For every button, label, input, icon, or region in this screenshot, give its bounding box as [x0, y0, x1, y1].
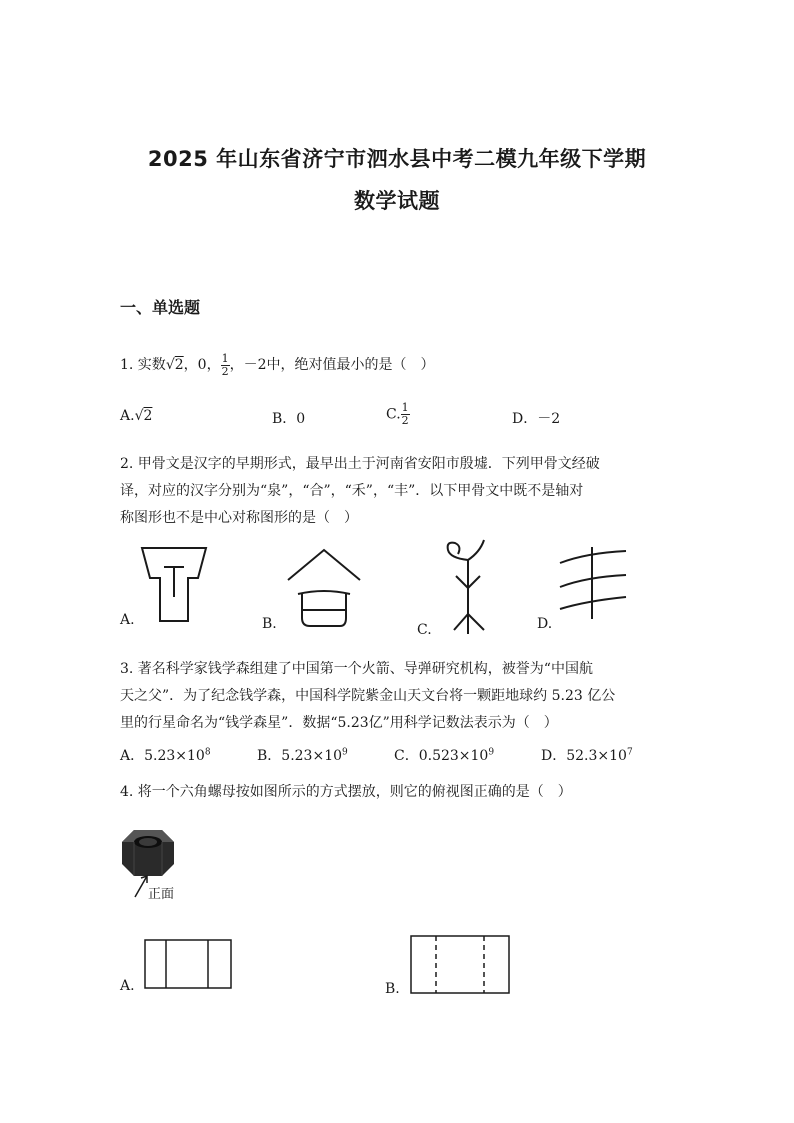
q2-option-b-label[interactable]: B.: [262, 616, 277, 632]
oracle-bone-feng-figure: [556, 545, 630, 621]
q1-fraction: $\frac{1}{2}$: [221, 351, 229, 378]
q3-option-b[interactable]: B．$5.23\times 10^9$: [257, 747, 348, 764]
question-4: 4. 将一个六角螺母按如图所示的方式摆放，则它的俯视图正确的是（ ）: [120, 784, 572, 800]
section-heading: 一、单选题: [120, 298, 201, 317]
q1-sep: ，0，: [183, 357, 221, 373]
q1-prefix: 1. 实数: [120, 357, 166, 373]
question-2: [120, 451, 600, 532]
q2-option-a-label[interactable]: A.: [120, 612, 135, 628]
page-title-line1: 2025 年山东省济宁市泗水县中考二模九年级下学期: [147, 147, 647, 171]
q4-option-b-figure: [410, 935, 510, 995]
q3-line1: 3. 著名科学家钱学森组建了中国第一个火箭、导弹研究机构，被誉为“中国航: [120, 661, 593, 677]
hex-nut-figure: [118, 828, 178, 878]
q4-option-a-figure: [144, 939, 232, 989]
q2-line2: 译，对应的汉字分别为“泉”，“合”，“禾”，“丰”．以下甲骨文中既不是轴对: [120, 483, 584, 499]
q3-line3: 里的行星命名为“钱学森星”．数据“5.23亿”用科学记数法表示为（ ）: [120, 715, 558, 731]
oracle-bone-quan-figure: [140, 545, 210, 625]
page-title-line2: 数学试题: [354, 189, 440, 213]
q3-option-c[interactable]: C．$0.523\times 10^9$: [394, 747, 495, 764]
q1-option-a[interactable]: A.√2: [120, 408, 153, 424]
q3-line2: 天之父”．为了纪念钱学森，中国科学院紫金山天文台将一颗距地球约 5.23 亿公: [120, 688, 616, 704]
q3-option-a[interactable]: A．$5.23\times 10^8$: [120, 747, 211, 764]
q1-sqrt: √2: [165, 357, 184, 373]
q2-option-c-label[interactable]: C.: [417, 622, 432, 638]
q1-suffix: ，－2中，绝对值最小的是（ ）: [229, 357, 435, 373]
q2-option-d-label[interactable]: D.: [537, 616, 553, 632]
q2-line1: 2. 甲骨文是汉字的早期形式，最早出土于河南省安阳市殷墟．下列甲骨文经破: [120, 456, 600, 472]
q1-option-b[interactable]: B．0: [272, 411, 306, 427]
q2-line3: 称图形也不是中心对称图形的是（ ）: [120, 510, 358, 526]
front-label: 正面: [148, 887, 175, 902]
question-3: [120, 656, 615, 737]
q4-option-b-label[interactable]: B.: [385, 981, 400, 997]
q3-option-d[interactable]: D．$52.3\times 10^7$: [541, 747, 633, 764]
oracle-bone-he-figure: [284, 546, 364, 630]
q1-option-c[interactable]: C. $\frac{1}{2}$: [386, 401, 409, 427]
q1-option-d[interactable]: D．－2: [512, 411, 561, 427]
oracle-bone-he-grain-figure: [440, 538, 496, 638]
question-1: [120, 352, 435, 379]
q4-option-a-label[interactable]: A.: [120, 978, 135, 994]
